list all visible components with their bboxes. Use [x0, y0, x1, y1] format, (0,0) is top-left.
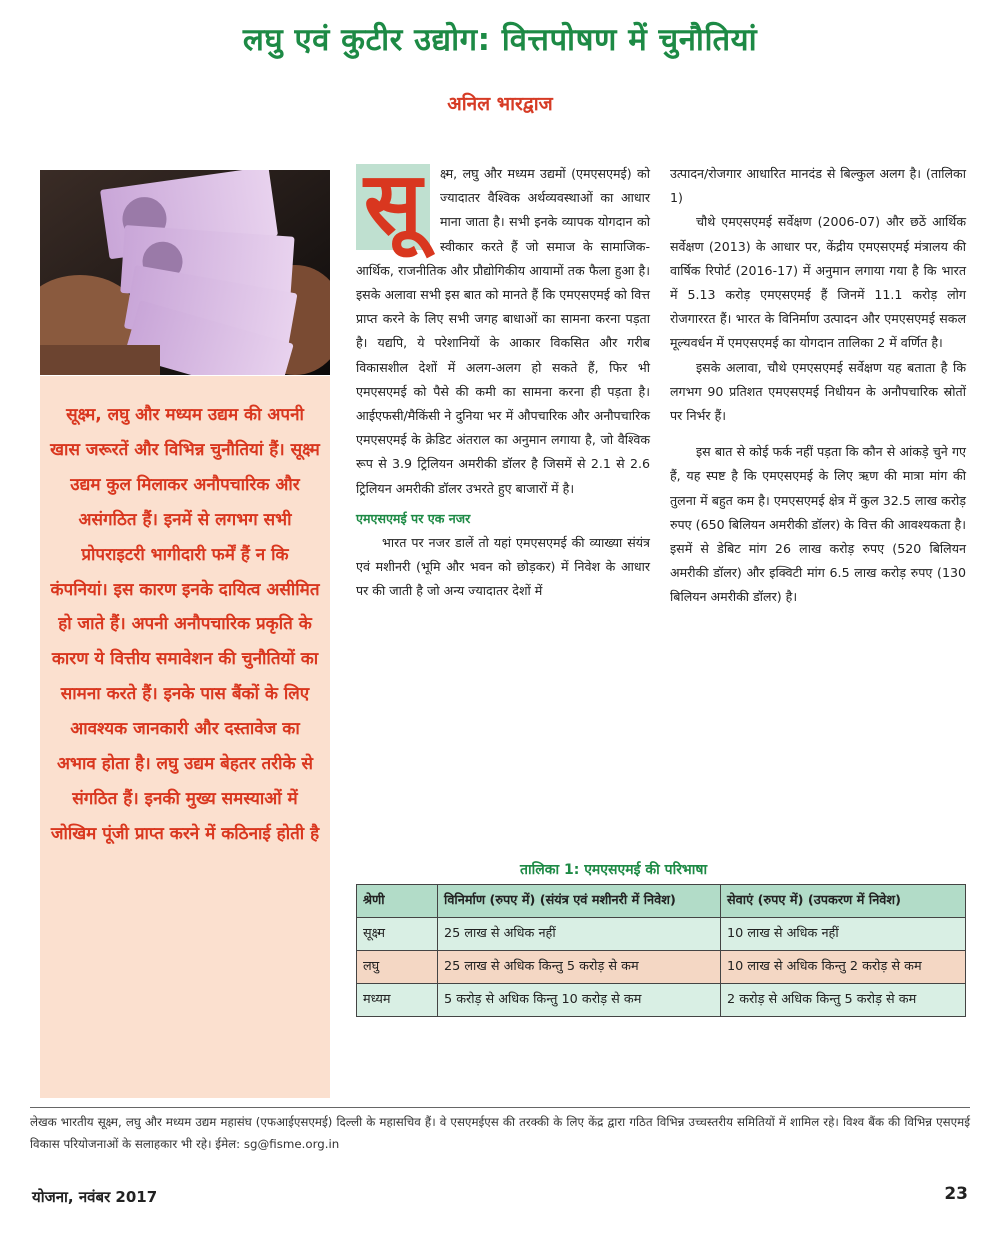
table-cell: लघु	[357, 951, 438, 984]
table-header-cell: सेवाएं (रुपए में) (उपकरण में निवेश)	[721, 885, 966, 918]
pull-quote-box	[40, 376, 330, 1098]
table-row	[357, 951, 966, 984]
footnote-divider	[30, 1107, 970, 1108]
body-paragraph: उत्पादन/रोजगार आधारित मानदंड से बिल्कुल अलग है। (तालिका 1)	[670, 166, 966, 206]
body-paragraph: इसके अलावा, चौथे एमएसएमई सर्वेक्षण यह बताता है कि लगभग 90 प्रतिशत एमएसएमई निधीयन के अनौपचारिक स्रोतों पर निर्भर हैं।	[670, 359, 966, 424]
table-row	[357, 984, 966, 1017]
table-cell: 10 लाख से अधिक नहीं	[721, 918, 966, 951]
currency-notes-illustration	[40, 170, 330, 375]
table-cell: 5 करोड़ से अधिक किन्तु 10 करोड़ से कम	[438, 984, 721, 1017]
table-header-row	[357, 885, 966, 918]
table-cell: 10 लाख से अधिक किन्तु 2 करोड़ से कम	[721, 951, 966, 984]
body-column-2	[670, 162, 966, 610]
author-name: अनिल भारद्वाज	[447, 93, 553, 115]
table-cell: 2 करोड़ से अधिक किन्तु 5 करोड़ से कम	[721, 984, 966, 1017]
table-title: तालिका 1: एमएसएमई की परिभाषा	[520, 862, 708, 878]
table-row	[357, 918, 966, 951]
table-cell: मध्यम	[357, 984, 438, 1017]
table-cell: 25 लाख से अधिक किन्तु 5 करोड़ से कम	[438, 951, 721, 984]
author-footnote: लेखक भारतीय सूक्ष्म, लघु और मध्यम उद्यम महासंघ (एफआईएसएमई) दिल्ली के महासचिव हैं। वे एसएमईएस की तरक्की के लिए केंद्र द्वारा गठित विभिन्न उच्चस्तरीय समितियों में शामिल रहे। विश्व बैंक की विभिन्न एसएमई विकास परियोजनाओं के सलाहकार भी रहे। ईमेल: sg@fisme.org.in	[30, 1115, 970, 1151]
body-paragraph: भारत पर नजर डालें तो यहां एमएसएमई की व्याख्या संयंत्र एवं मशीनरी (भूमि और भवन को छोड़कर) में निवेश के आधार पर की जाती है जो अन्य ज्यादातर देशों में	[356, 535, 650, 599]
article-title: लघु एवं कुटीर उद्योग: वित्तपोषण में चुनौतियां	[242, 22, 758, 58]
body-paragraph: चौथे एमएसएमई सर्वेक्षण (2006-07) और छठें आर्थिक सर्वेक्षण (2013) के आधार पर, केंद्रीय एमएसएमई मंत्रालय की वार्षिक रिपोर्ट (2016-17) में अनुमान लगाया गया है कि भारत में 5.13 करोड़ एमएसएमई हैं जिनमें 11.1 करोड़ लोग रोजगाररत हैं। भारत के विनिर्माण उत्पादन और एमएसएमई सकल मूल्यवर्धन में एमएसएमई का योगदान तालिका 2 में वर्णित है।	[670, 214, 966, 351]
table-cell: 25 लाख से अधिक नहीं	[438, 918, 721, 951]
pull-quote-text: सूक्ष्म, लघु और मध्यम उद्यम की अपनी खास जरूरतें और विभिन्न चुनौतियां हैं। सूक्ष्म उद्यम कुल मिलाकर अनौपचारिक और असंगठित हैं। इनमें से लगभग सभी प्रोपराइटरी भागीदारी फर्में हैं न कि कंपनियां। इस कारण इनके दायित्व असीमित हो जाते हैं। अपनी अनौपचारिक प्रकृति के कारण ये वित्तीय समावेशन की चुनौतियों का सामना करते हैं। इनके पास बैंकों के लिए आवश्यक जानकारी और दस्तावेज का अभाव होता है। लघु उद्यम बेहतर तरीके से संगठित हैं। इनकी मुख्य समस्याओं में जोखिम पूंजी प्राप्त करने में कठिनाई होती है	[50, 405, 320, 844]
currency-notes-photo	[40, 170, 330, 375]
page-number: 23	[944, 1184, 968, 1204]
table-cell: सूक्ष्म	[357, 918, 438, 951]
table-header-cell: श्रेणी	[357, 885, 438, 918]
msme-definition-table	[356, 884, 966, 1017]
body-paragraph: इस बात से कोई फर्क नहीं पड़ता कि कौन से आंकड़े चुने गए हैं, यह स्पष्ट है कि एमएसएमई के लिए ऋण की मात्रा मांग की तुलना में बहुत कम है। एमएसएमई क्षेत्र में कुल 32.5 लाख करोड़ रुपए (650 बिलियन अमरीकी डॉलर) के वित्त की आवश्यकता है। इसमें से डेबिट मांग 26 लाख करोड़ रुपए (520 बिलियन अमरीकी डॉलर) और इक्विटी मांग 6.5 लाख करोड़ रुपए (130 बिलियन अमरीकी डॉलर) है।	[670, 444, 966, 605]
drop-cap: सू	[356, 164, 430, 250]
body-paragraph: क्ष्म, लघु और मध्यम उद्यमों (एमएसएमई) को ज्यादातर वैश्विक अर्थव्यवस्थाओं का आधार माना जाता है। सभी इनके व्यापक योगदान को स्वीकार करते हैं जो समाज के सामाजिक-आर्थिक, राजनीतिक और प्रौद्योगिकीय आयामों तक फैला हुआ है। इसके अलावा सभी इस बात को मानते हैं कि एमएसएमई को वित्त प्राप्त करने के लिए सभी जगह बाधाओं का सामना करना पड़ता है। यद्यपि, ये परेशानियों के आकार विकसित और गरीब विकासशील देशों में अलग-अलग हो सकते हैं, फिर भी एमएसएमई को पैसे की कमी का सामना करना ही पड़ता है। आईएफसी/मैकिंसी ने दुनिया भर में औपचारिक और अनौपचारिक एमएसएमई के क्रेडिट अंतराल का अनुमान लगाया है, जो वैश्विक रूप से 3.9 ट्रिलियन अमरीकी डॉलर है जिसमें से 2.1 से 2.6 ट्रिलियन अमरीकी डॉलर उभरते हुए बाजारों में है।	[356, 166, 650, 496]
section-subheading: एमएसएमई पर एक नजर	[356, 510, 471, 526]
table-header-cell: विनिर्माण (रुपए में) (संयंत्र एवं मशीनरी में निवेश)	[438, 885, 721, 918]
body-column-1	[356, 153, 650, 604]
journal-name-date: योजना, नवंबर 2017	[32, 1188, 158, 1206]
